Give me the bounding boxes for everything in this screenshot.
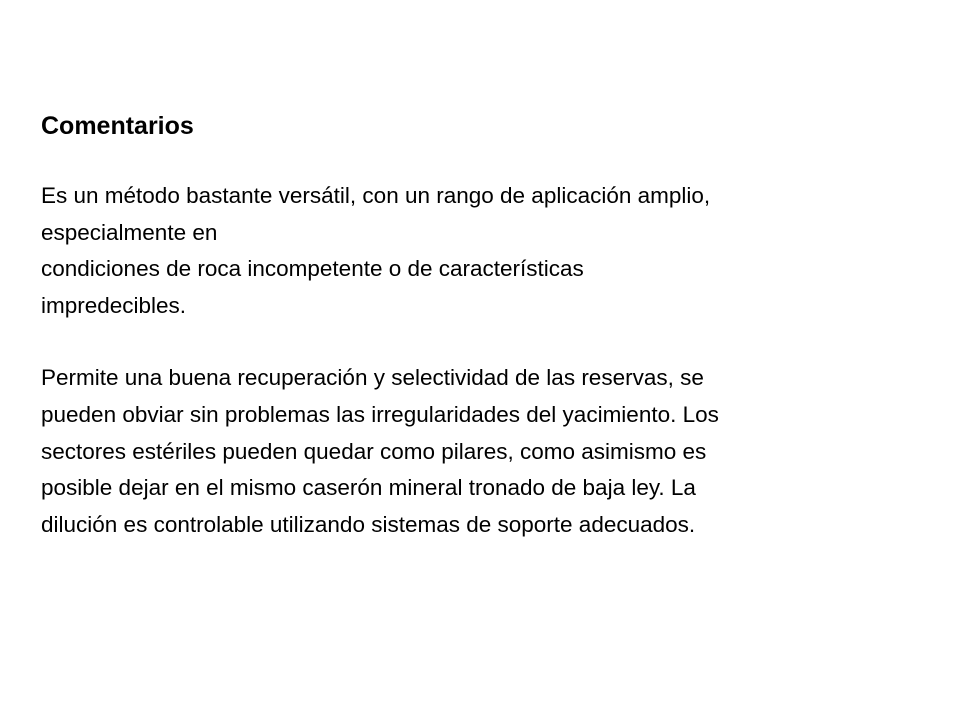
paragraph-details [41,360,921,543]
paragraph-line: pueden obviar sin problemas las irregularidades del yacimiento. Los [41,401,719,427]
paragraph-line: sectores estériles pueden quedar como pilares, como asimismo es [41,438,707,464]
paragraph-line: impredecibles. [41,292,187,318]
paragraph-intro [41,178,921,324]
paragraph-line: condiciones de roca incompetente o de características [41,256,584,282]
paragraph-line: Es un método bastante versátil, con un rango de aplicación amplio, [41,183,711,208]
paragraph-line: especialmente en [41,219,218,245]
paragraph-spacer [41,324,921,360]
paragraph-line: dilución es controlable utilizando sistemas de soporte adecuados. [41,511,696,537]
paragraph-line: Permite una buena recuperación y selectividad de las reservas, se [41,365,704,391]
paragraph-line: posible dejar en el mismo caserón mineral tronado de baja ley. La [41,475,696,501]
slide-content [41,108,921,543]
slide-heading: Comentarios [41,112,194,140]
